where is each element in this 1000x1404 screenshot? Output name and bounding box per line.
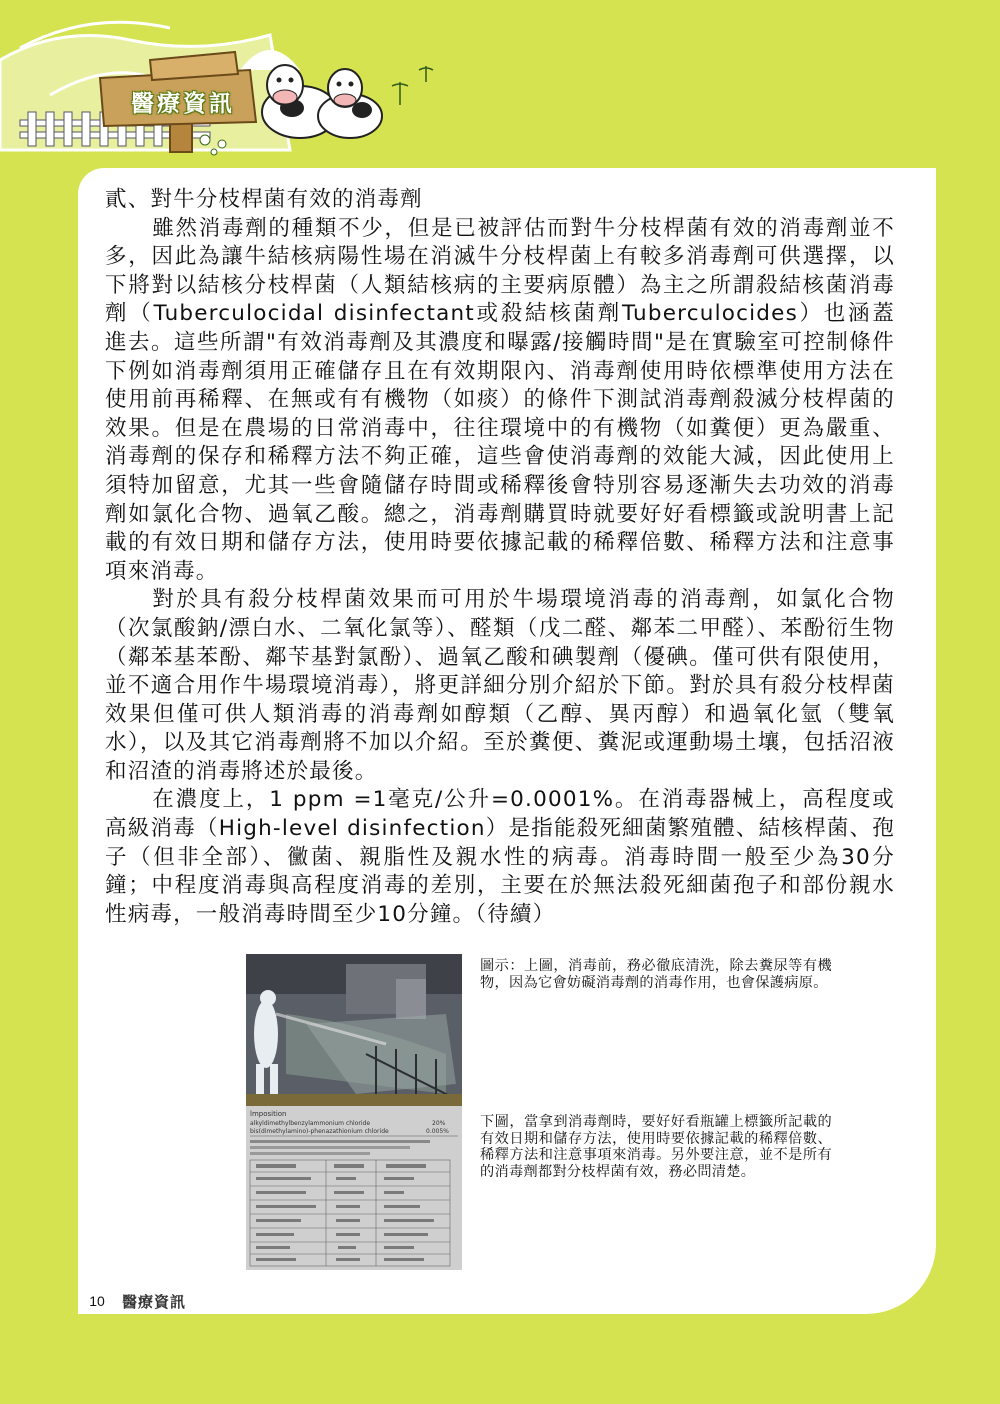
section-badge: 醫療資訊 bbox=[131, 90, 235, 117]
label-text: 0.005% bbox=[426, 1128, 449, 1135]
spraying-scene-image bbox=[246, 954, 462, 1112]
page-number: 10 bbox=[80, 1290, 114, 1312]
label-photo bbox=[246, 1106, 462, 1270]
product-label-image bbox=[246, 1106, 462, 1270]
label-text: lmposition bbox=[250, 1110, 287, 1118]
dragonfly-icon bbox=[419, 66, 433, 82]
label-text: alkyldimethylbenzylammonium chloride bbox=[250, 1120, 371, 1127]
label-text: 20% bbox=[432, 1120, 446, 1127]
section-heading: 貳、對牛分枝桿菌有效的消毒劑 bbox=[105, 187, 423, 212]
footer-section-title: 醫療資訊 bbox=[122, 1292, 187, 1311]
dragonfly-icon bbox=[392, 82, 408, 105]
cow-icon bbox=[318, 69, 382, 138]
page-footer bbox=[80, 1288, 186, 1314]
disinfection-photo bbox=[246, 954, 462, 1112]
article-paragraph: 在濃度上，1 ppm =1毫克/公升=0.0001%。在消毒器械上，高程度或高級消毒（High-level disinfection）是指能殺死細菌繁殖體、結核桿菌、孢子（但非全部）、黴菌、親脂性及親水性的病毒。消毒時間一般至少為30分鐘；中程度消毒與高程度消毒的差別，主要在於無法殺死細菌孢子和部份親水性病毒，一般消毒時間至少10分鐘。（待續） bbox=[105, 787, 895, 927]
article bbox=[105, 186, 895, 929]
caption-bottom: 下圖，當拿到消毒劑時，要好好看瓶罐上標籤所記載的有效日期和儲存方法，使用時要依據記載的稀釋倍數、稀釋方法和注意事項來消毒。另外要注意，並不是所有的消毒劑都對分枝桿菌有效，務必問清楚。 bbox=[480, 1114, 832, 1180]
caption-top: 圖示：上圖，消毒前，務必徹底清洗，除去糞尿等有機物，因為它會妨礙消毒劑的消毒作用，也會保護病原。 bbox=[480, 958, 832, 991]
article-paragraph: 雖然消毒劑的種類不少，但是已被評估而對牛分枝桿菌有效的消毒劑並不多，因此為讓牛結核病陽性場在消滅牛分枝桿菌上有較多消毒劑可供選擇，以下將對以結核分枝桿菌（人類結核病的主要病原體）為主之所謂殺結核菌消毒劑（Tuberculocidal disinfectant或殺結核菌劑Tuberculocides）也涵蓋進去。這些所謂"有效消毒劑及其濃度和曝露/接觸時間"是在實驗室可控制條件下例如消毒劑須用正確儲存且在有效期限內、消毒劑使用時依標準使用方法在使用前再稀釋、在無或有有機物（如痰）的條件下測試消毒劑殺滅分枝桿菌的效果。但是在農場的日常消毒中，往往環境中的有機物（如糞便）更為嚴重、消毒劑的保存和稀釋方法不夠正確，這些會使消毒劑的效能大減，因此使用上須特加留意，尤其一些會隨儲存時間或稀釋後會特別容易逐漸失去功效的消毒劑如氯化合物、過氧乙酸。總之，消毒劑購買時就要好好看標籤或說明書上記載的有效日期和儲存方法，使用時要依據記載的稀釋倍數、稀釋方法和注意事項來消毒。 bbox=[105, 215, 895, 584]
label-text: bis(dimethylamino)-phenazathionium chloride bbox=[250, 1128, 389, 1135]
article-paragraph: 對於具有殺分枝桿菌效果而可用於牛場環境消毒的消毒劑，如氯化合物（次氯酸鈉/漂白水、二氧化氯等）、醛類（戊二醛、鄰苯二甲醛）、苯酚衍生物（鄰苯基苯酚、鄰苄基對氯酚）、過氧乙酸和碘製劑（優碘。僅可供有限使用，並不適合用作牛場環境消毒），將更詳細分別介紹於下節。對於具有殺分枝桿菌效果但僅可供人類消毒的消毒劑如醇類（乙醇、異丙醇）和過氧化氫（雙氧水），以及其它消毒劑將不加以介紹。至於糞便、糞泥或運動場土壤，包括沼液和沼渣的消毒將述於最後。 bbox=[105, 587, 895, 784]
header-decoration bbox=[0, 0, 460, 165]
